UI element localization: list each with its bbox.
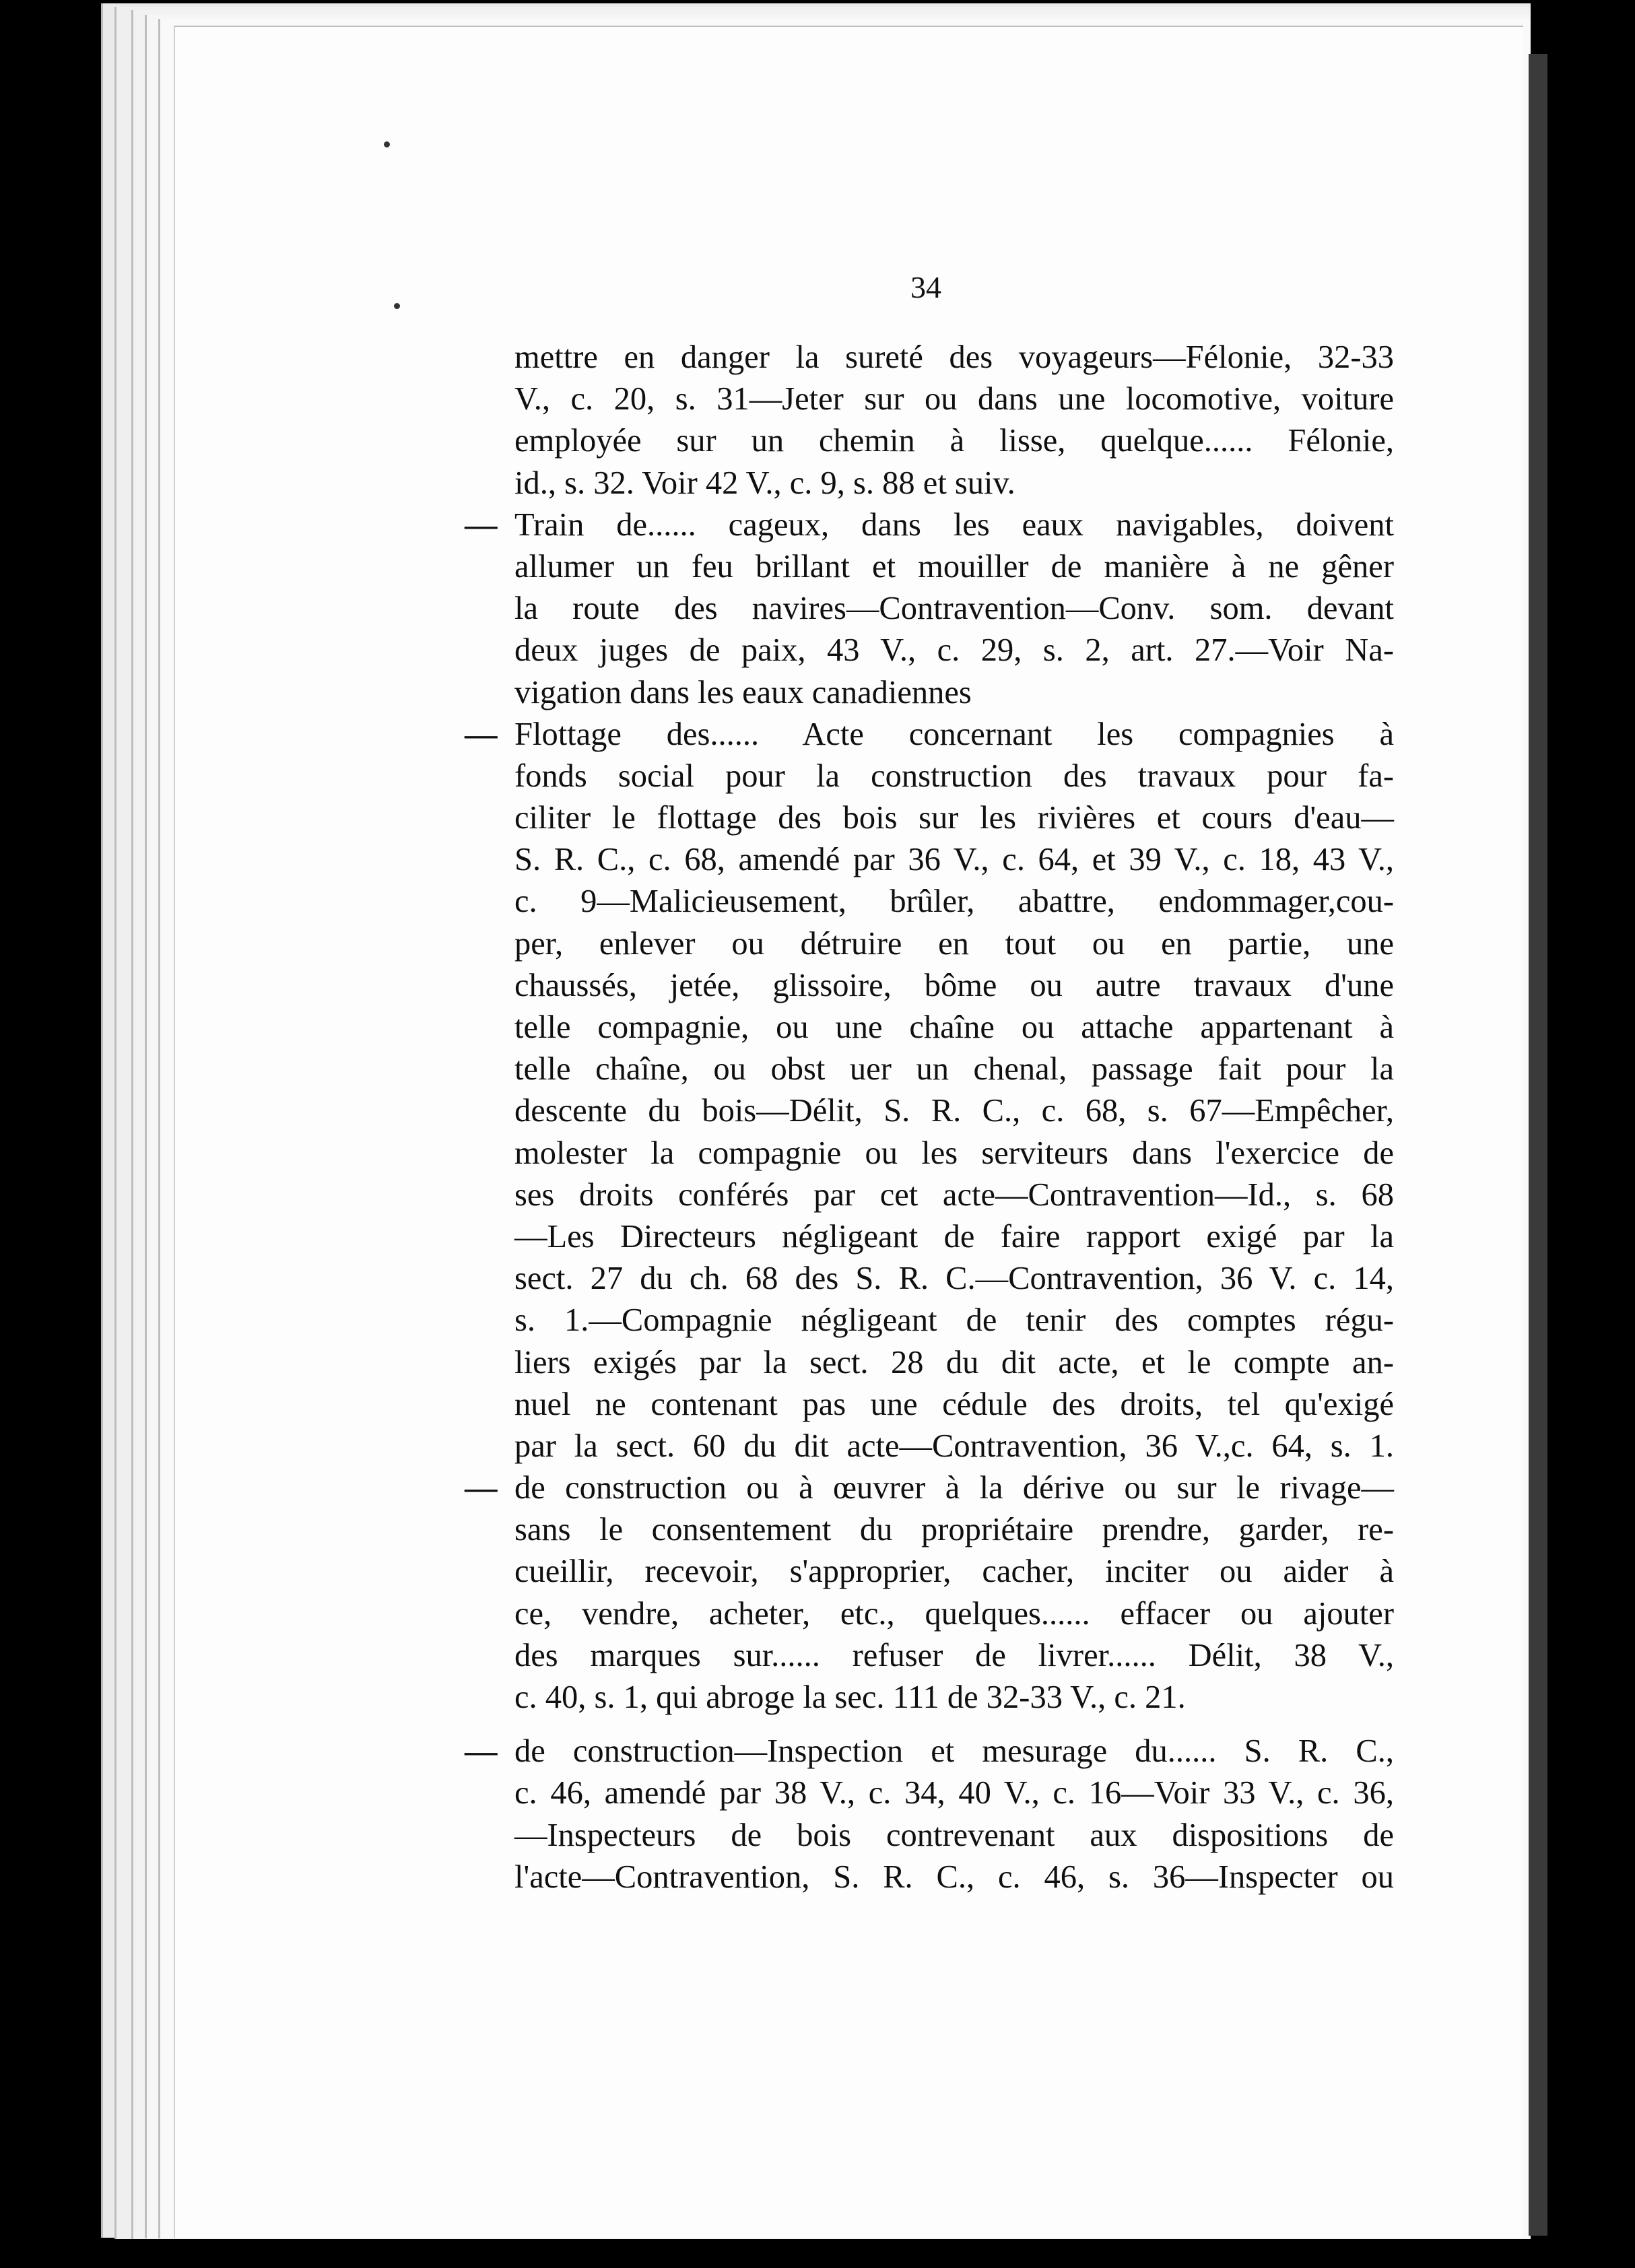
- text-line: c. 40, s. 1, qui abroge la sec. 111 de 32-33 V., c. 21.: [514, 1679, 1186, 1715]
- text-line-content: Flottage des...... Acte concernant les compagnies à: [514, 716, 1394, 752]
- text-line: sect. 27 du ch. 68 des S. R. C.—Contravention, 36 V. c. 14,: [514, 1261, 1394, 1297]
- text-line: des marques sur...... refuser de livrer...... Délit, 38 V.,: [514, 1637, 1394, 1673]
- entry-dash: —: [465, 716, 498, 752]
- text-line: deux juges de paix, 43 V., c. 29, s. 2, art. 27.—Voir Na-: [514, 632, 1394, 669]
- text-line: per, enlever ou détruire en tout ou en partie, une: [514, 925, 1394, 962]
- text-line: V., c. 20, s. 31—Jeter sur ou dans une locomotive, voiture: [514, 381, 1394, 418]
- text-line-content: de construction—Inspection et mesurage du...... S. R. C.,: [514, 1733, 1394, 1770]
- text-line: ses droits conférés par cet acte—Contravention—Id., s. 68: [514, 1176, 1394, 1213]
- entry-line: [465, 504, 1394, 546]
- text-line: fonds social pour la construction des travaux pour fa-: [514, 758, 1394, 794]
- text-line: —Les Directeurs négligeant de faire rapport exigé par la: [514, 1218, 1394, 1255]
- page-number: 34: [910, 270, 941, 304]
- entry-dash: —: [465, 506, 498, 543]
- text-line: sans le consentement du propriétaire prendre, garder, re-: [514, 1512, 1394, 1548]
- text-line: s. 1.—Compagnie négligeant de tenir des comptes régu-: [514, 1302, 1394, 1339]
- text-line: telle compagnie, ou une chaîne ou attache appartenant à: [514, 1009, 1394, 1045]
- text-line: l'acte—Contravention, S. R. C., c. 46, s. 36—Inspecter ou: [514, 1859, 1394, 1895]
- text-line: vigation dans les eaux canadiennes: [514, 674, 972, 710]
- text-line: S. R. C., c. 68, amendé par 36 V., c. 64, et 39 V., c. 18, 43 V.,: [514, 842, 1394, 878]
- text-line: liers exigés par la sect. 28 du dit acte, et le compte an-: [514, 1344, 1394, 1380]
- text-line: ciliter le flottage des bois sur les rivières et cours d'eau—: [514, 800, 1394, 836]
- text-line-content: de construction ou à œuvrer à la dérive ou sur le rivage—: [514, 1470, 1394, 1506]
- entry-dash: —: [465, 1733, 498, 1770]
- text-line: molester la compagnie ou les serviteurs dans l'exercice de: [514, 1135, 1394, 1171]
- text-line: c. 46, amendé par 38 V., c. 34, 40 V., c. 16—Voir 33 V., c. 36,: [514, 1775, 1394, 1811]
- entry-dash: —: [465, 1470, 498, 1506]
- text-line: c. 9—Malicieusement, brûler, abattre, endommager,cou-: [514, 883, 1394, 920]
- entry-line: [465, 714, 1394, 756]
- entry-line: [465, 1467, 1394, 1509]
- text-line: employée sur un chemin à lisse, quelque...... Félonie,: [514, 423, 1394, 459]
- text-line-content: Train de...... cageux, dans les eaux navigables, doivent: [514, 506, 1394, 543]
- text-line: cueillir, recevoir, s'approprier, cacher, inciter ou aider à: [514, 1554, 1394, 1590]
- text-line: allumer un feu brillant et mouiller de manière à ne gêner: [514, 548, 1394, 585]
- text-line: ce, vendre, acheter, etc., quelques...... effacer ou ajouter: [514, 1595, 1394, 1632]
- entry-line: [465, 1731, 1394, 1772]
- text-line: nuel ne contenant pas une cédule des droits, tel qu'exigé: [514, 1386, 1394, 1422]
- text-line: telle chaîne, ou obst uer un chenal, passage fait pour la: [514, 1051, 1394, 1088]
- text-line: chaussés, jetée, glissoire, bôme ou autre travaux d'une: [514, 967, 1394, 1003]
- text-line: mettre en danger la sureté des voyageurs—Félonie, 32-33: [514, 339, 1394, 375]
- ink-speck: [384, 141, 390, 147]
- text-line: id., s. 32. Voir 42 V., c. 9, s. 88 et suiv.: [514, 465, 1015, 501]
- text-line: par la sect. 60 du dit acte—Contravention, 36 V.,c. 64, s. 1.: [514, 1428, 1394, 1464]
- page-text: [465, 337, 1394, 1898]
- text-line: descente du bois—Délit, S. R. C., c. 68, s. 67—Empêcher,: [514, 1093, 1394, 1129]
- text-line: la route des navires—Contravention—Conv. som. devant: [514, 591, 1394, 627]
- ink-speck: [394, 303, 400, 309]
- text-line: —Inspecteurs de bois contrevenant aux dispositions de: [514, 1817, 1394, 1853]
- book-spine-shadow: [1529, 54, 1547, 2236]
